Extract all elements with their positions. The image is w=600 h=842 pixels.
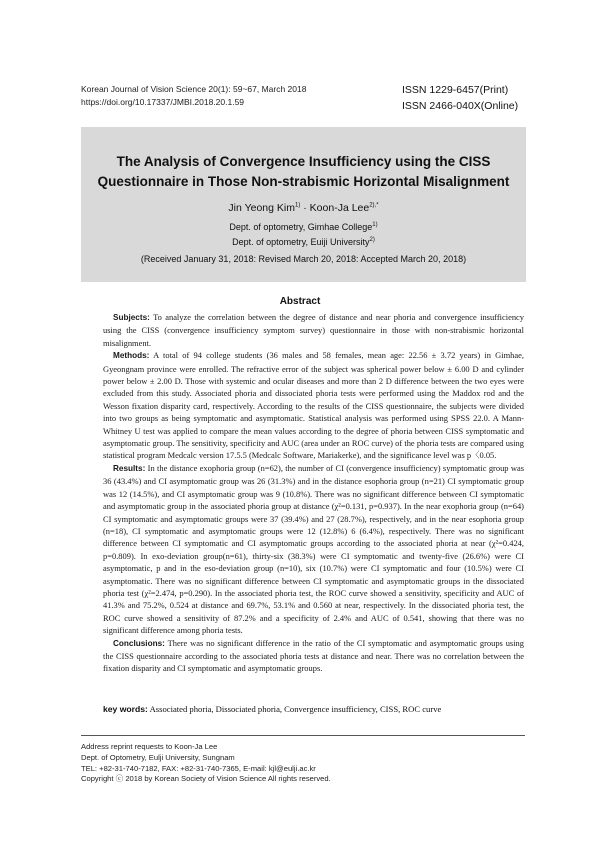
keywords-label: key words: <box>103 704 148 714</box>
abstract-conclusions <box>103 637 524 675</box>
title-line-1: The Analysis of Convergence Insufficiency using the CISS <box>116 154 491 169</box>
affiliation-2-text: Dept. of optometry, Euiji University <box>232 237 370 247</box>
author-separator: · <box>300 202 310 214</box>
title-line-2: Questionnaire in Those Non-strabismic Horizontal Misalignment <box>97 174 510 189</box>
journal-header <box>81 83 306 109</box>
issn-online: ISSN 2466-040X(Online) <box>402 100 519 112</box>
abstract-heading: Abstract <box>279 296 321 307</box>
issn-block <box>402 82 518 114</box>
author-2: Koon-Ja Lee <box>309 202 370 214</box>
subjects-label: Subjects: <box>113 313 150 322</box>
author-list <box>81 201 526 215</box>
author-2-mark: 2),* <box>369 202 379 209</box>
results-label: Results: <box>113 463 146 473</box>
issn-print: ISSN 1229-6457(Print) <box>402 84 509 96</box>
methods-text: A total of 94 college students (36 males and 58 females, mean age: 22.56 ± 3.72 years) in Gimhae, Gyeongnam province were enrolled. The refractive error of the subject was spherical power below ± 6.00 D and cylinder power below ± 2.00 D. Those with systemic and ocular diseases and more than 2 D difference between the two eyes were excluded from this study. Associated phoria and dissociated phoria tests were performed using the Maddox rod and the Wesson fixation disparity card, respectively. According to the results of the CISS questionnaire, the subjects were divided into two groups as being symptomatic and asymptomatic. Statistical analysis was performed using SPSS 22.0. A Mann-Whitney U test was applied to compare the mean values according to the degree of phoria between CISS symptomatic and asymptomatic group. The sensitivity, specificity and AUC (area under an ROC curve) of the phoria tests are compared using statistical program Medcalc version 17.5.5 (Medcalc Software, Mariakerke), and the significance level was p〈0.05. <box>103 350 524 461</box>
conclusions-label: Conclusions: <box>113 638 165 648</box>
affiliation-2 <box>81 236 526 248</box>
abstract-methods <box>103 349 524 462</box>
reprint-address: Dept. of Optometry, Eulji University, Sungnam <box>81 752 235 762</box>
abstract-body <box>103 311 524 675</box>
affiliation-1 <box>81 221 526 233</box>
methods-label: Methods: <box>113 351 150 361</box>
doi-link[interactable]: https://doi.org/10.17337/JMBI.2018.20.1.59 <box>81 97 245 107</box>
author-1-mark: 1) <box>294 202 301 209</box>
keywords-text: Associated phoria, Dissociated phoria, Convergence insufficiency, CISS, ROC curve <box>147 704 442 714</box>
footer-divider <box>81 735 525 736</box>
copyright: Copyright ⓒ 2018 by Korean Society of Vision Science All rights reserved. <box>81 774 331 784</box>
keywords <box>103 703 533 715</box>
affiliation-2-mark: 2) <box>369 237 375 243</box>
title-box <box>81 127 526 282</box>
results-text: In the distance exophoria group (n=62), the number of CI (convergence insufficiency) symptomatic group was 36 (43.4%) and CI asymptomatic group was 26 (31.3%) and in the distance esophoria group (n=21) CI symptomatic group was 12 (14.5%), and CI asymptomatic group was 9 (10.8%). There was no significant difference between CI symptomatic and asymptomatic group in the associated phoria group at distance (χ²=0.131, p=0.937). In the near exophoria group (n=64) CI symptomatic and asymptomatic groups were 37 (39.4%) and 27 (28.7%), respectively, and in the near esophoria group (n=18), CI symptomatic and asymptomatic groups were 12 (12.8%) 6 (6.4%), respectively. There was no significant difference between CI symptomatic and CI asymptomatic groups according to the associated phoria at near (χ²=0.424, p=0.809). In exo-deviation group(n=61), thirty-six (38.3%) were CI symptomatic and twenty-five (26.6%) were CI asymptomatic, p and in the eso-deviation group (n=10), six (10.7%) were CI symptomatic and four (10.5%) were CI asymptomatic. There was no significant difference between CI symptomatic and asymptomatic groups in the dissociated phoria test (χ²=2.474, p=0.290). In the associated phoria test, the ROC curve showed a sensitivity, specificity and AUC of 41.3% and 75.2%, 0.524 at distance and 69.7%, 53.1% and 0.560 at near, respectively. In the dissociated phoria test, the ROC curve showed a sensitivity of 87.2% and a specificity of 2.4% and AUC of 0.541, showing that there was no significant difference among phoria tests. <box>103 462 524 636</box>
received-dates: (Received January 31, 2018: Revised March 20, 2018: Accepted March 20, 2018) <box>140 254 467 264</box>
affiliation-1-text: Dept. of optometry, Gimhae College <box>229 222 373 232</box>
journal-citation: Korean Journal of Vision Science 20(1): 59~67, March 2018 <box>81 84 307 94</box>
affiliation-1-mark: 1) <box>372 222 378 228</box>
conclusions-text: There was no significant difference in the ratio of the CI symptomatic and asymptomatic groups using the CISS questionnaire according to the associated phoria tests at distance and near. There was no correlation between the fixation disparity and CI symptomatic and asymptomatic groups. <box>103 637 524 674</box>
contact-info: TEL: +82-31-740-7182, FAX: +82-31-740-7365, E-mail: kjl@eulji.ac.kr <box>81 763 316 773</box>
abstract-results <box>103 462 524 637</box>
abstract-subjects <box>103 311 524 349</box>
reprint-request: Address reprint requests to Koon-Ja Lee <box>81 742 218 751</box>
paper-title <box>81 152 526 192</box>
author-1: Jin Yeong Kim <box>228 202 295 214</box>
subjects-text: To analyze the correlation between the degree of distance and near phoria and convergence insufficiency using the CISS (convergence insufficiency symptom survey) questionnaire in those with non-strabismic horizontal misalignment. <box>103 312 524 348</box>
footer-notes <box>81 742 331 785</box>
